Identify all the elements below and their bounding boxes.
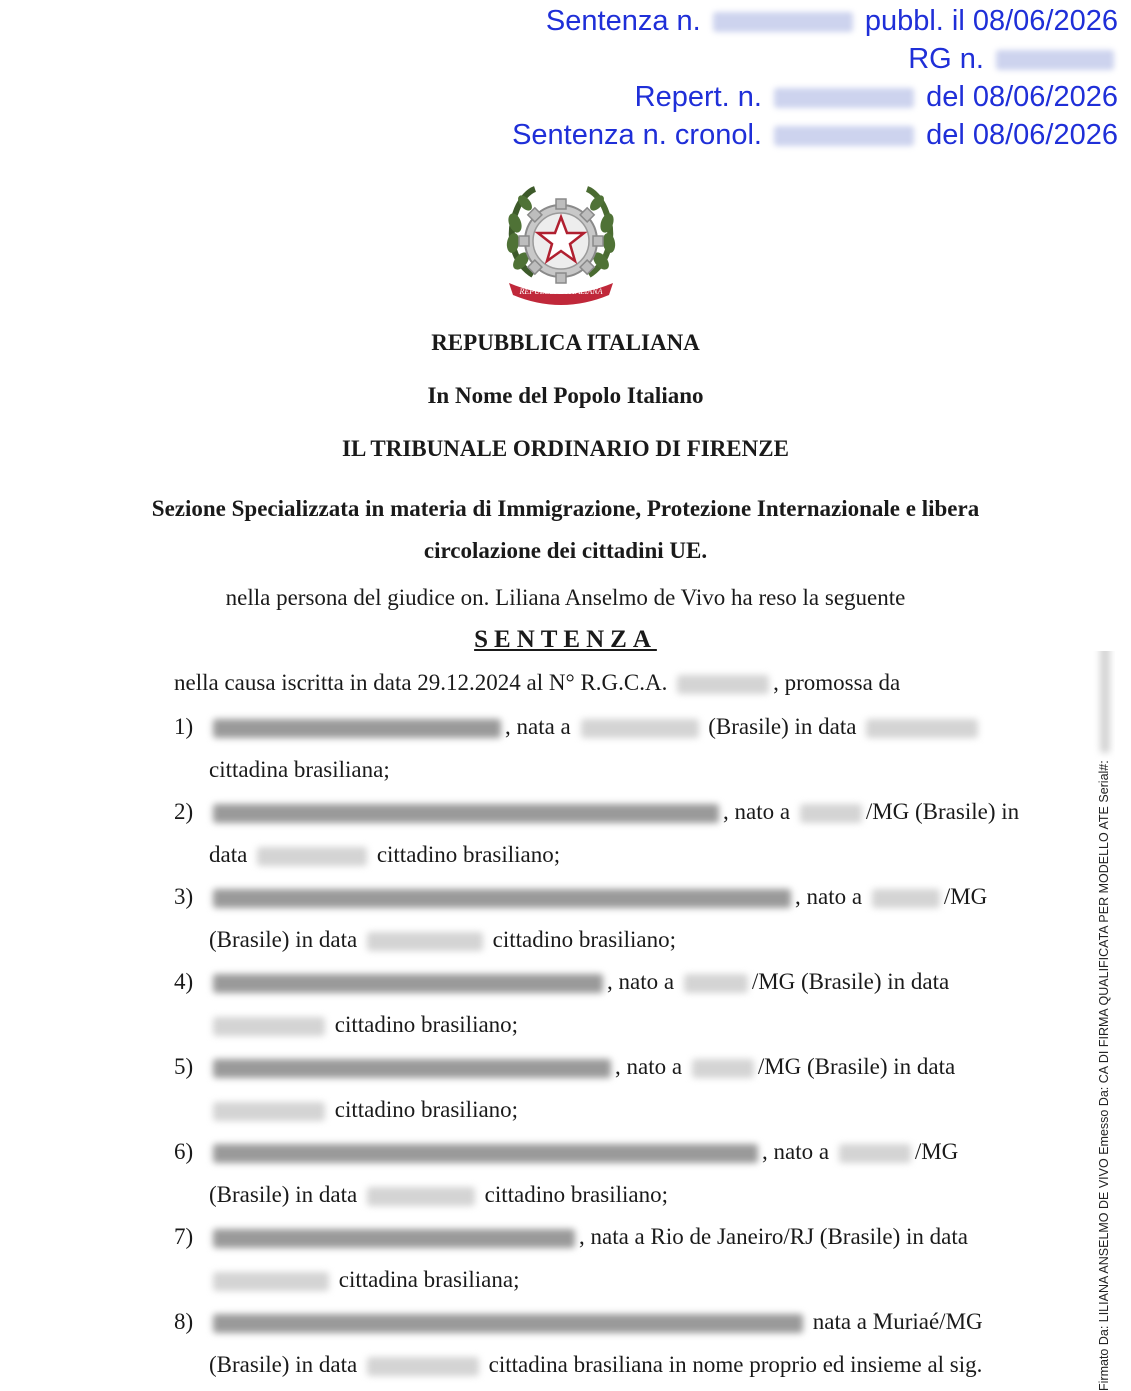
registry-stamp (512, 2, 1118, 154)
stamp-line-cronol: Sentenza n. cronol. del 08/06/2026 (512, 119, 1118, 151)
stamp-line-sentenza: Sentenza n. pubbl. il 08/06/2026 (545, 5, 1118, 37)
stamp-line-rg: RG n. (512, 40, 1118, 78)
list-item: 8) nata a Muriaé/MG (Brasile) in data cittadina brasiliana in nome proprio ed insieme al sig. (174, 1309, 983, 1377)
digital-signature-strip: Firmato Da: LILIANA ANSELMO DE VIVO Emesso Da: CA DI FIRMA QUALIFICATA PER MODELLO ATE Serial#: (1093, 651, 1115, 1391)
list-item: 5) , nato a /MG (Brasile) in data cittadino brasiliano; (174, 1054, 956, 1122)
list-item: 2) , nato a /MG (Brasile) in data cittadino brasiliano; (174, 799, 1020, 867)
redacted-name (213, 804, 719, 823)
heading-repubblica: REPUBBLICA ITALIANA (431, 330, 700, 355)
redacted-rg (677, 675, 769, 694)
redacted-place (692, 1059, 754, 1078)
causa-line: nella causa iscritta in data 29.12.2024 al N° R.G.C.A. , promossa da (174, 670, 901, 695)
judge-statement: nella persona del giudice on. Liliana Anselmo de Vivo ha reso la seguente (225, 585, 906, 610)
parties-list (174, 706, 1020, 1386)
stamp-line-repert: Repert. n. del 08/06/2026 (634, 81, 1118, 113)
heading-sezione-line2: circolazione dei cittadini UE. (423, 538, 708, 563)
redacted-date (257, 847, 367, 866)
redacted-number (774, 126, 914, 146)
sentenza-title: SENTENZA (474, 626, 657, 653)
redacted-name (213, 1144, 758, 1163)
redacted-name (213, 1059, 611, 1078)
redacted-place (839, 1144, 911, 1163)
list-item: 6) , nato a /MG (Brasile) in data cittadino brasiliano; (174, 1139, 959, 1207)
redacted-name (213, 1314, 803, 1333)
heading-popolo: In Nome del Popolo Italiano (427, 383, 704, 408)
redacted-name (213, 719, 501, 738)
redacted-date (866, 719, 978, 738)
redacted-serial (1100, 651, 1110, 753)
list-item: 1) , nata a (Brasile) in data cittadina brasiliana; (174, 706, 1020, 791)
redacted-date (367, 1187, 475, 1206)
redacted-date (367, 1357, 479, 1376)
svg-text:REPUBBLICA ITALIANA: REPUBBLICA ITALIANA (519, 287, 603, 296)
redacted-date (367, 932, 483, 951)
heading-sezione (0, 488, 1131, 572)
list-item: 4) , nato a /MG (Brasile) in data cittadino brasiliano; (174, 969, 950, 1037)
redacted-number (713, 12, 853, 32)
list-item: 7) , nata a Rio de Janeiro/RJ (Brasile) in data cittadina brasiliana; (174, 1224, 968, 1292)
list-item: 3) , nato a /MG (Brasile) in data cittadino brasiliano; (174, 884, 988, 952)
redacted-number (774, 88, 914, 108)
emblem-repubblica-italiana-icon (503, 183, 619, 305)
redacted-name (213, 974, 603, 993)
heading-sezione-line1: Sezione Specializzata in materia di Immigrazione, Protezione Internazionale e libera (151, 496, 980, 521)
redacted-date (213, 1272, 329, 1291)
redacted-place (872, 889, 940, 908)
redacted-name (213, 889, 791, 908)
redacted-date (213, 1102, 325, 1121)
redacted-place (581, 719, 699, 738)
redacted-name (213, 1229, 575, 1248)
heading-tribunale: IL TRIBUNALE ORDINARIO DI FIRENZE (342, 436, 789, 461)
redacted-date (213, 1017, 325, 1036)
redacted-number (996, 50, 1114, 70)
redacted-place (684, 974, 748, 993)
redacted-place (800, 804, 862, 823)
